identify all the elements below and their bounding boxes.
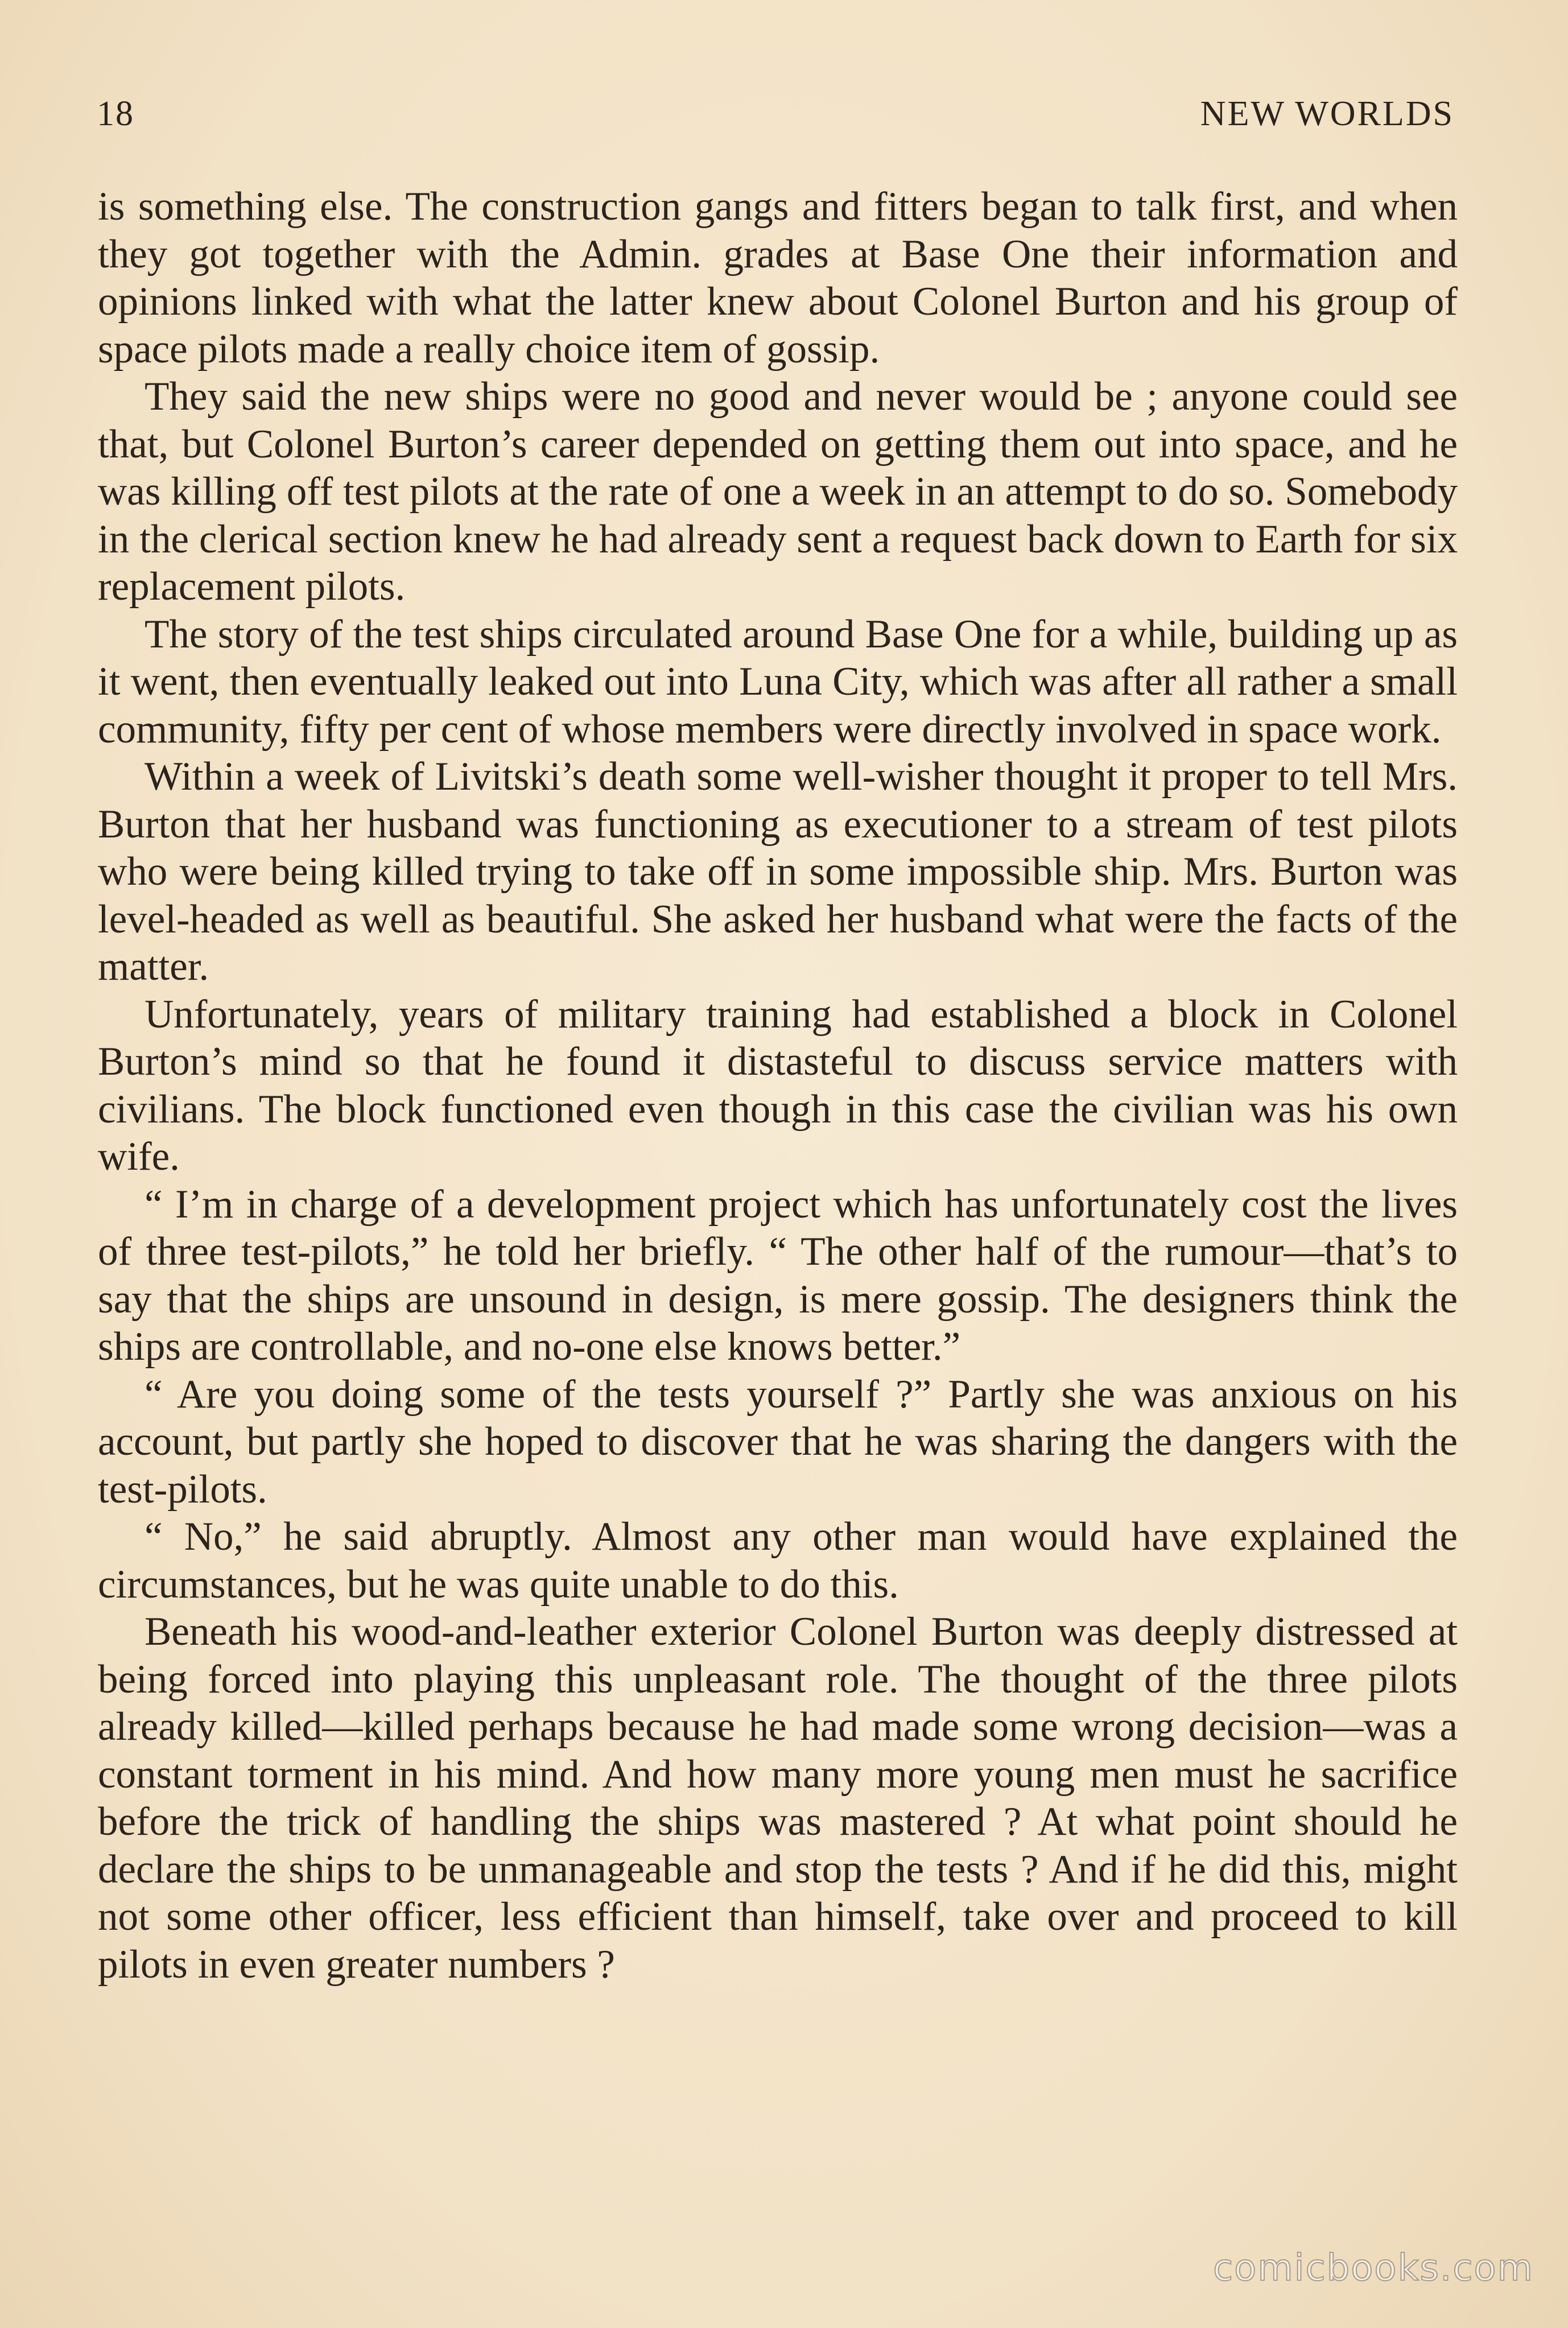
running-head: NEW WORLDS bbox=[1200, 94, 1454, 133]
watermark: comicbooks.com bbox=[1212, 2247, 1534, 2289]
paragraph-3: The story of the test ships circulated around Base One for a while, building up as it went, then eventually leaked out into Luna City, which was after all rather a small community, fifty per cent of whose members were directly involved in space work. bbox=[98, 612, 1458, 752]
page-number: 18 bbox=[97, 94, 134, 133]
paragraph-1: is something else. The construction gangs and fitters began to talk first, and when they got together with the Admin. grades at Base One their information and opinions linked with what the latter knew about Colonel Burton and his group of space pilots made a really choice item of gossip. bbox=[98, 184, 1458, 372]
paragraph-5: Unfortunately, years of military training had established a block in Colonel Burton’s mind so that he found it distasteful to discuss service matters with civilians. The block functioned even though in this case the civilian was his own wife. bbox=[98, 992, 1458, 1179]
paragraph-9: Beneath his wood-and-leather exterior Colonel Burton was deeply distressed at being forced into playing this unpleasant role. The thought of the three pilots already killed—killed perhaps because he had made some wrong decision—was a constant torment in his mind. And how many more young men must he sacrifice before the trick of handling the ships was mastered ? At what point should he declare the ships to be unmanageable and stop the tests ? And if he did this, might not some other officer, less efficient than himself, take over and proceed to kill pilots in even greater numbers ? bbox=[98, 1609, 1458, 1987]
paragraph-6: “ I’m in charge of a development project which has unfortunately cost the lives of three test-pilots,” he told her briefly. “ The other half of the rumour—that’s to say that the ships are unsound in design, is mere gossip. The designers think the ships are controllable, and no-one else knows better.” bbox=[98, 1182, 1458, 1369]
paragraph-4: Within a week of Livitski’s death some well-wisher thought it proper to tell Mrs. Burton that her husband was functioning as executioner to a stream of test pilots who were being killed trying to take off in some impossible ship. Mrs. Burton was level-headed as well as beautiful. She asked her husband what were the facts of the matter. bbox=[98, 754, 1458, 989]
page-header bbox=[97, 94, 1454, 145]
paragraph-8: “ No,” he said abruptly. Almost any other man would have explained the circumstances, but he was quite unable to do this. bbox=[98, 1514, 1458, 1607]
paragraph-2: They said the new ships were no good and never would be ; anyone could see that, but Colonel Burton’s career depended on getting them out into space, and he was killing off test pilots at the rate of one a week in an attempt to do so. Somebody in the clerical section knew he had already sent a request back down to Earth for six replacement pilots. bbox=[98, 374, 1458, 609]
paragraph-7: “ Are you doing some of the tests yourself ?” Partly she was anxious on his account, but partly she hoped to discover that he was sharing the dangers with the test-pilots. bbox=[98, 1372, 1458, 1512]
body-text bbox=[98, 183, 1458, 1988]
